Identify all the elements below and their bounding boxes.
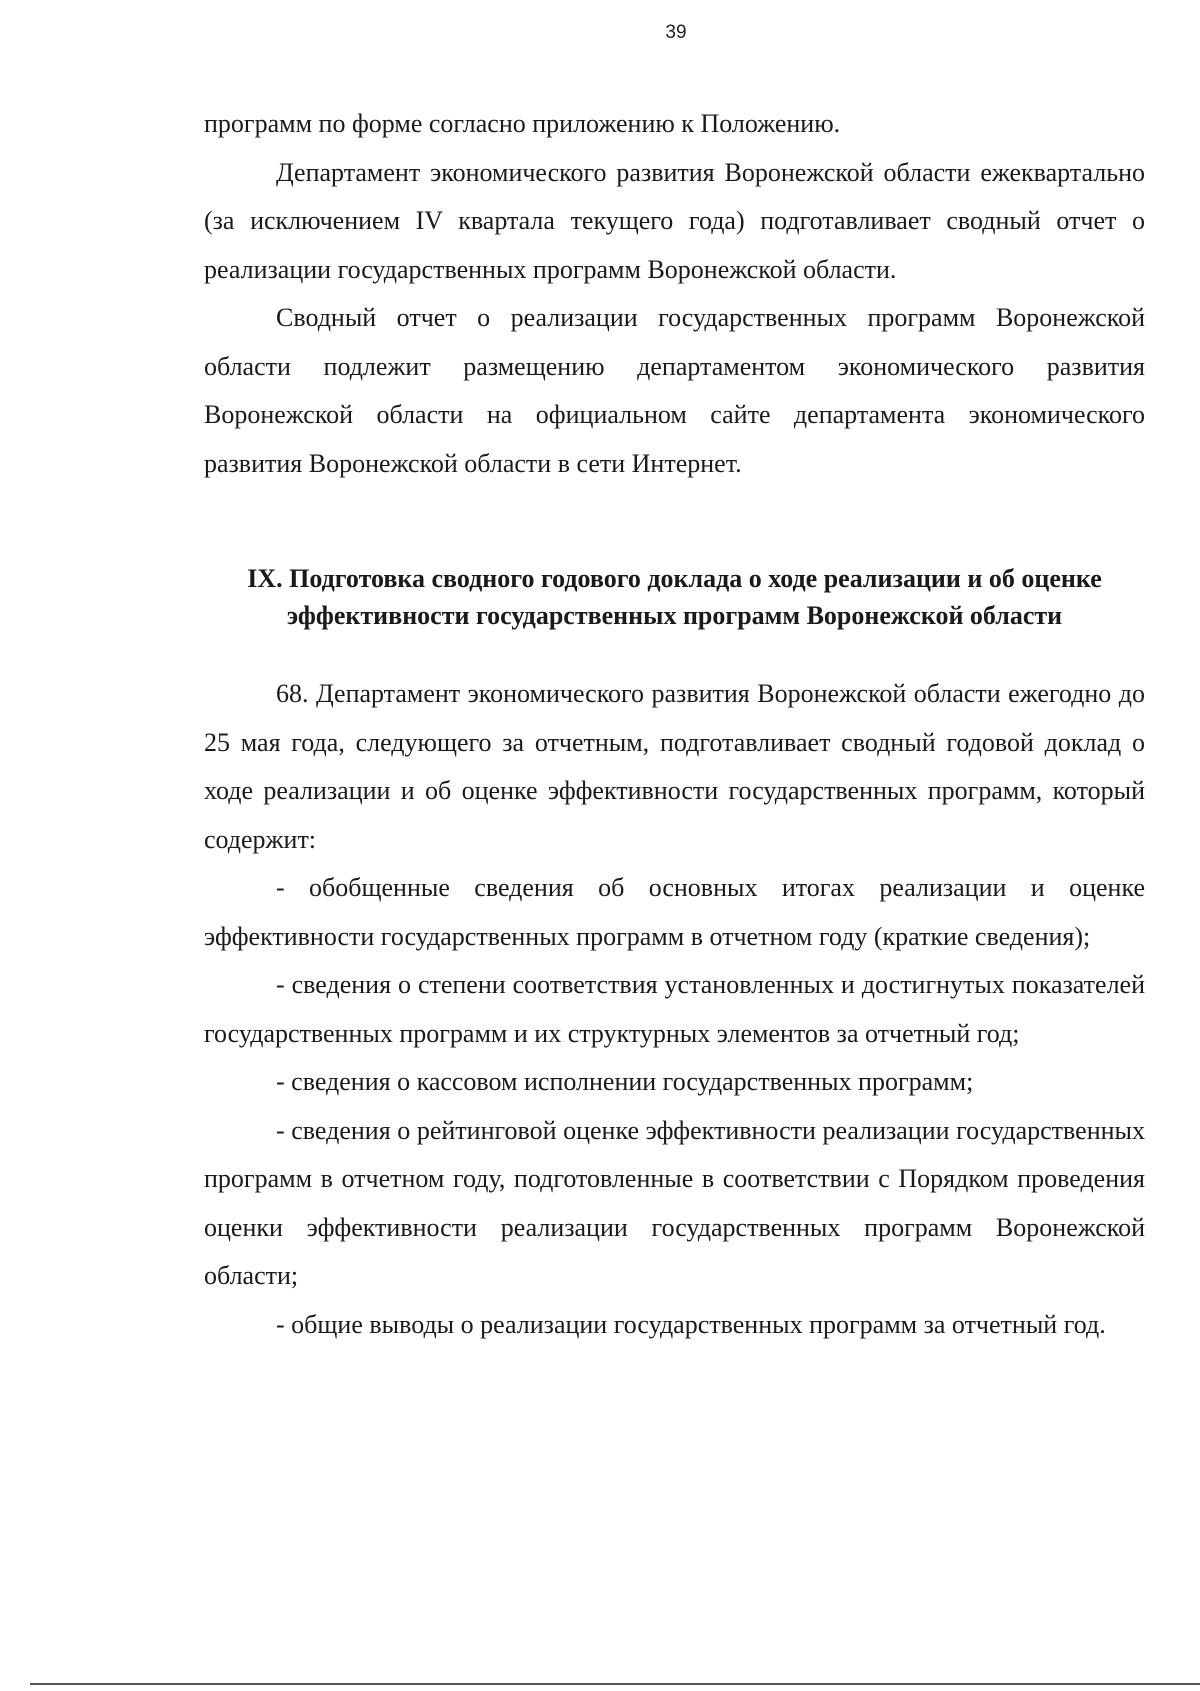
paragraph-68: 68. Департамент экономического развития Воронежской области ежегодно до 25 мая года, следующего за отчетным, подготавливает сводный годовой доклад о ходе реализации и об оценке эффективности государственных программ, который содержит: [204,679,1145,854]
section-heading-line-2: эффективности государственных программ Воронежской области [286,601,1063,630]
list-item: - обобщенные сведения об основных итогах реализации и оценке эффективности государственных программ в отчетном году (краткие сведения); [204,873,1145,951]
paragraph-continuation: программ по форме согласно приложению к Положению. [204,109,841,138]
page-number: 39 [665,22,687,43]
paragraph-report-publication: Сводный отчет о реализации государственных программ Воронежской области подлежит размещению департаментом экономического развития Воронежской области на официальном сайте департамента экономического развития Воронежской области в сети Интернет. [204,303,1145,478]
list-item: - сведения о степени соответствия установленных и достигнутых показателей государственных программ и их структурных элементов за отчетный год; [204,970,1145,1048]
section-heading-line-1: IX. Подготовка сводного годового доклада о ходе реализации и об оценке [247,564,1102,593]
list-item: - общие выводы о реализации государственных программ за отчетный год. [276,1309,1106,1339]
section-heading [204,560,1145,634]
list-item: - сведения о кассовом исполнении государственных программ; [276,1067,974,1096]
bottom-rule [30,1683,1200,1685]
document-body [204,100,1145,1349]
list-item: - сведения о рейтинговой оценке эффективности реализации государственных программ в отчетном году, подготовленные в соответствии с Порядком проведения оценки эффективности реализации государственных программ Воронежской области; [204,1115,1145,1290]
paragraph-quarterly-report: Департамент экономического развития Воронежской области ежеквартально (за исключением IV квартала текущего года) подготавливает сводный отчет о реализации государственных программ Воронежской области. [204,157,1145,284]
